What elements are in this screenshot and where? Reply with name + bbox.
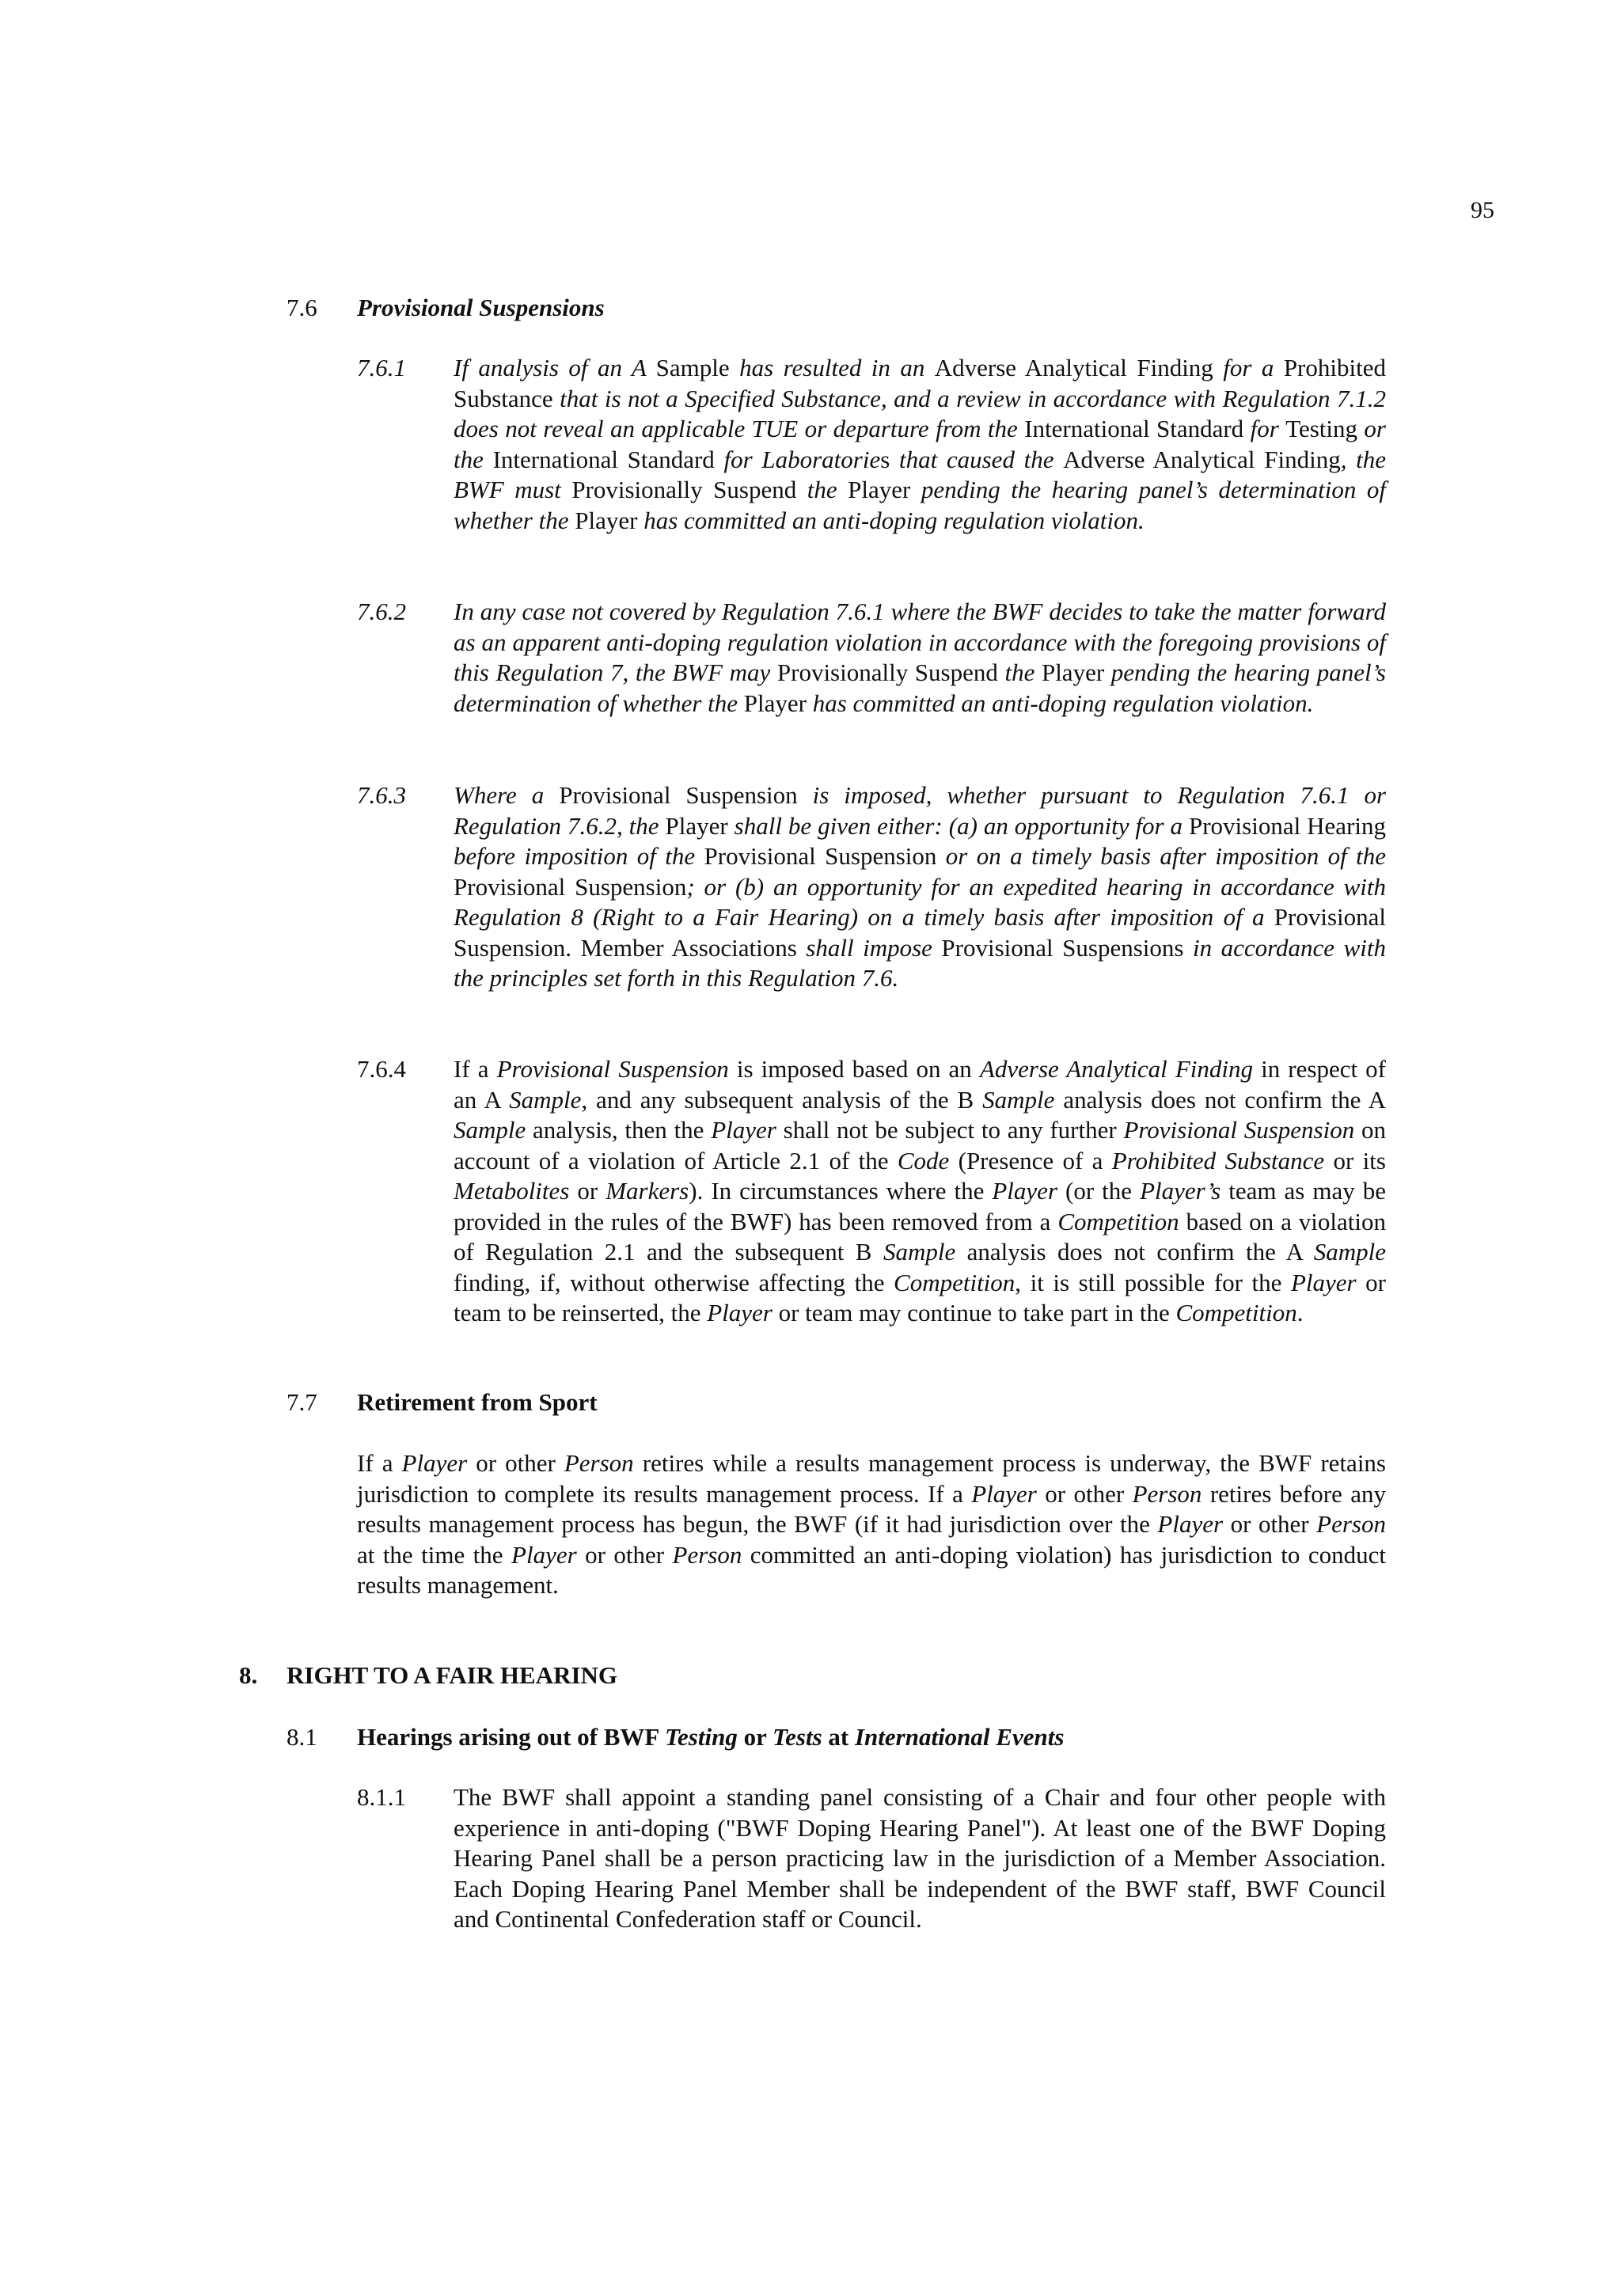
italic-run: Sample [883,1238,956,1266]
italic-run: Markers [606,1177,689,1205]
section-number: 7.7 [287,1388,317,1416]
text-run: Prohibited Substance [454,354,1386,412]
italic-run: pending the hearing panel’s determination of whether the [454,476,1386,534]
italic-run: Competition [1175,1299,1297,1326]
section-title: Retirement from Sport [357,1388,598,1416]
italic-run: has committed an anti-doping regulation violation. [806,689,1314,717]
italic-run: Person [1132,1479,1202,1508]
text-run: Provisionally Suspend [571,476,797,503]
text-run: or other [1223,1510,1317,1538]
section-title: RIGHT TO A FAIR HEARING [287,1661,618,1689]
italic-run: Player [971,1479,1037,1508]
italic-run: pending the hearing panel’s determination of whether the [454,658,1386,717]
section-7-7-paragraph [357,1448,1386,1601]
text-run: (or the [1057,1177,1141,1205]
text-run: Adverse Analytical Finding [1063,445,1341,473]
text-run: (Presence of a [949,1146,1112,1175]
text-run: International Standard [492,445,715,473]
paragraph-text [357,1448,1386,1601]
text-run: or other [1036,1479,1133,1508]
text-run: or team may continue to take part in the [772,1299,1176,1326]
italic-run: the [796,476,848,503]
text-run: Player [743,689,807,717]
text-run: Hearings arising out of BWF [357,1723,665,1751]
text-run: or [737,1723,773,1751]
text-run: retires while a results management process is underway, the BWF retains jurisdiction to complete its results management process. If a [357,1449,1386,1508]
italic-run: Competition [1057,1207,1179,1235]
clause-text [454,353,1386,536]
italic-run: Person [1316,1510,1386,1538]
clause-text [454,780,1386,994]
text-run: analysis does not confirm the A [955,1238,1314,1266]
italic-run: Tests [773,1723,822,1751]
clause-7-6-3 [357,780,1386,994]
italic-run: Code [897,1146,950,1175]
italic-run: If analysis of an A [454,354,656,381]
italic-run: Provisional Suspension [1123,1116,1355,1144]
text-run: retires before any results management process has begun, the BWF (if it had jurisdiction over the [357,1479,1386,1538]
italic-run: Player [992,1177,1058,1205]
italic-run: Prohibited Substance [1111,1146,1325,1175]
italic-run: Person [564,1449,634,1477]
text-run: Provisional Suspension [559,781,798,809]
text-run: Provisional Hearing [1188,811,1386,840]
italic-run: Sample [1313,1238,1386,1266]
text-run: Sample [655,354,730,381]
text-run: . [1296,1299,1304,1326]
section-title [357,1722,1064,1752]
italic-run: International Events [854,1723,1065,1751]
text-run: or other [467,1449,564,1477]
clause-number: 8.1.1 [357,1783,406,1811]
text-run: on account of a violation of Article 2.1 of the [454,1116,1387,1175]
italic-run: is imposed, whether pursuant to Regulation 7.6.1 or Regulation 7.6.2, the [454,781,1387,840]
italic-run: or on a timely basis after imposition of the [936,842,1386,870]
italic-run: Player [711,1116,776,1144]
italic-run: Player [401,1449,468,1477]
italic-run: , the BWF must [454,445,1387,503]
text-run: , it is still possible for the [1015,1268,1291,1296]
text-run: Provisional Suspension [704,842,937,870]
text-run: or team to be reinserted, the [454,1268,1386,1326]
italic-run: Player [511,1540,577,1569]
italic-run: Testing [664,1723,738,1751]
italic-run: Sample [509,1085,582,1114]
text-run: at [822,1723,855,1751]
clause-text: The BWF shall appoint a standing panel consisting of a Chair and four other people with experience in anti-doping ("BWF Doping Hearing Panel"). At least one of the BWF Doping Hearing Panel shall be a person practicing law in the jurisdiction of a Member Association. Each Doping Hearing Panel Member shall be independent of the BWF staff, BWF Council and Continental Confederation staff or Council. [454,1783,1386,1933]
text-run: finding, if, without otherwise affecting the [454,1268,894,1296]
italic-run: shall impose [796,933,942,962]
text-run: Testing [1285,415,1358,442]
clause-7-6-4 [357,1054,1386,1329]
text-run: ). In circumstances where the [689,1177,993,1205]
text-run: is imposed based on an [728,1055,980,1083]
italic-run: Sample [982,1085,1055,1114]
clause-8-1-1 [357,1782,1386,1935]
italic-run: Metabolites [454,1177,570,1205]
italic-run: for a [1213,354,1284,381]
text-run: Provisional Suspension. Member Associations [454,903,1386,962]
text-run: , and any subsequent analysis of the B [581,1085,983,1114]
text-run: committed an anti-doping violation) has jurisdiction to conduct results management. [357,1540,1386,1599]
text-run: or [569,1177,606,1205]
text-run: Player [665,811,728,840]
text-run: analysis does not confirm the A [1054,1085,1386,1114]
text-run: shall not be subject to any further [776,1116,1124,1144]
italic-run: Provisional Suspension [496,1055,729,1083]
clause-number: 7.6.2 [357,598,406,625]
italic-run: or the [454,415,1386,473]
italic-run: for [1243,415,1286,442]
text-run: Provisionally Suspend [776,658,998,686]
text-run: at the time the [357,1540,512,1569]
italic-run: Where a [454,781,560,809]
text-run: Provisional Suspensions [941,933,1184,962]
section-number: 7.6 [287,294,317,321]
text-run: Player [575,506,638,534]
section-title: Provisional Suspensions [357,294,605,321]
italic-run: Adverse Analytical Finding [979,1055,1253,1083]
italic-run: that caused the [890,445,1064,473]
clause-number: 7.6.1 [357,354,406,381]
italic-run: Player’s [1140,1177,1221,1205]
clause-7-6-2 [357,597,1386,719]
clause-text [454,1054,1386,1329]
text-run: analysis, then the [526,1116,712,1144]
italic-run: in accordance with the principles set forth in this Regulation 7.6. [454,933,1386,992]
italic-run: Player [707,1299,773,1326]
italic-run: Person [672,1540,742,1569]
italic-run: Sample [454,1116,526,1144]
text-run: Provisional Suspension [454,872,687,901]
italic-run: Player [1290,1268,1357,1296]
clause-7-6-1 [357,353,1386,536]
text-run: in respect of an A [454,1055,1387,1114]
text-run: or other [576,1540,673,1569]
clause-number: 7.6.3 [357,781,406,809]
text-run: Player [848,476,911,503]
italic-run: Competition [894,1268,1015,1296]
text-run: If a [454,1055,497,1083]
text-run: If a [357,1449,402,1477]
italic-run: Player [1157,1510,1224,1538]
italic-run: before imposition of the [454,842,704,870]
italic-run: the [997,658,1042,686]
text-run: team as may be provided in the rules of the BWF) has been removed from a [454,1177,1386,1235]
italic-run: ; or (b) an opportunity for an expedited hearing in accordance with Regulation 8 (Right to a Fair Hearing) on a timely basis after imposition of a [454,872,1386,931]
text-run: Player [1041,658,1105,686]
italic-run: has resulted in an [729,354,935,381]
section-number: 8. [239,1661,258,1689]
text-run: International Standard [1024,415,1244,442]
clause-text [454,597,1386,719]
text-run: based on a violation of Regulation 2.1 and the subsequent B [454,1207,1386,1266]
italic-run: has committed an anti-doping regulation violation. [637,506,1145,534]
italic-run: In any case not covered by Regulation 7.6.1 where the BWF decides to take the matter forward as an apparent anti-doping regulation violation in accordance with the foregoing provisions of this Regulation 7, the BWF may [454,598,1386,686]
italic-run: that is not a Specified Substance, and a review in accordance with Regulation 7.1.2 does not reveal an applicable TUE or departure from the [454,384,1386,442]
text-run: Adverse Analytical Finding [934,354,1213,381]
text-run: or its [1324,1146,1386,1175]
clause-number: 7.6.4 [357,1055,406,1083]
text-run: s [880,445,890,473]
page-number: 95 [1471,197,1494,223]
section-number: 8.1 [287,1723,317,1751]
italic-run: shall be given either: (a) an opportunity for a [727,811,1189,840]
italic-run: for Laboratorie [714,445,881,473]
